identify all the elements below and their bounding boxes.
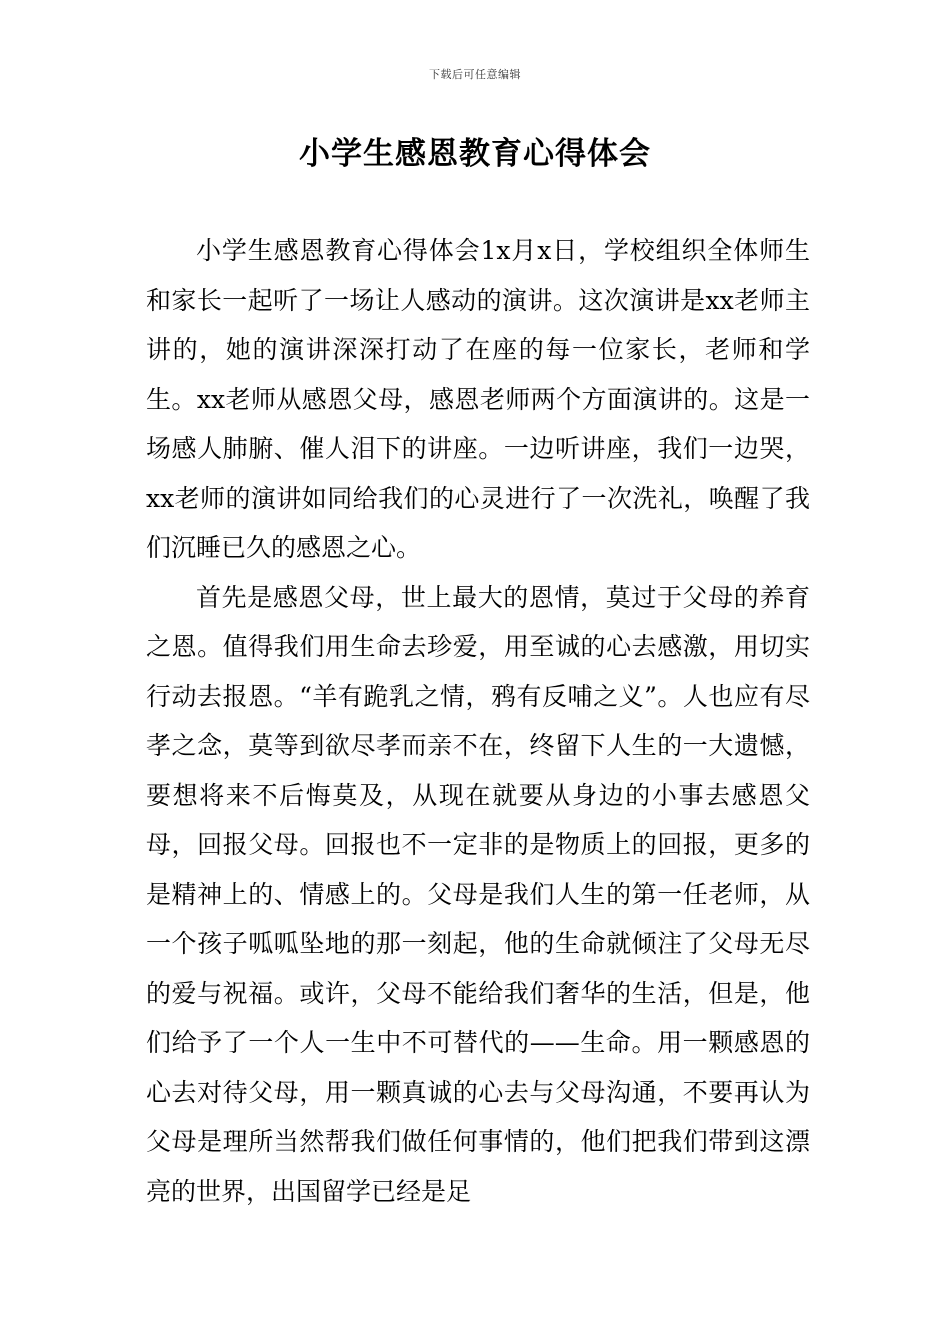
paragraph-2: 首先是感恩父母，世上最大的恩情，莫过于父母的养育之恩。值得我们用生命去珍爱，用至诚的心去感激，用切实行动去报恩。“羊有跪乳之情，鸦有反哺之义”。人也应有尽孝之念，莫等到欲尽孝而亲不在，终留下人生的一大遗憾，要想将来不后悔莫及，从现在就要从身边的小事去感恩父母，回报父母。回报也不一定非的是物质上的回报，更多的是精神上的、情感上的。父母是我们人生的第一任老师，从一个孩子呱呱坠地的那一刻起，他的生命就倾注了父母无尽的爱与祝福。或许，父母不能给我们奢华的生活，但是，他们给予了一个人一生中不可替代的——生命。用一颗感恩的心去对待父母，用一颗真诚的心去与父母沟通，不要再认为父母是理所当然帮我们做任何事情的，他们把我们带到这漂亮的世界，出国留学已经是足 <box>146 582 810 1206</box>
paragraph-1: 小学生感恩教育心得体会1x月x日，学校组织全体师生和家长一起听了一场让人感动的演讲。这次演讲是xx老师主讲的，她的演讲深深打动了在座的每一位家长，老师和学生。xx老师从感恩父母，感恩老师两个方面演讲的。这是一场感人肺腑、催人泪下的讲座。一边听讲座，我们一边哭，xx老师的演讲如同给我们的心灵进行了一次洗礼，唤醒了我们沉睡已久的感恩之心。 <box>146 236 810 562</box>
header-note: 下载后可任意编辑 <box>429 68 521 81</box>
document-title: 小学生感恩教育心得体会 <box>299 136 651 172</box>
document-body <box>146 226 810 1216</box>
